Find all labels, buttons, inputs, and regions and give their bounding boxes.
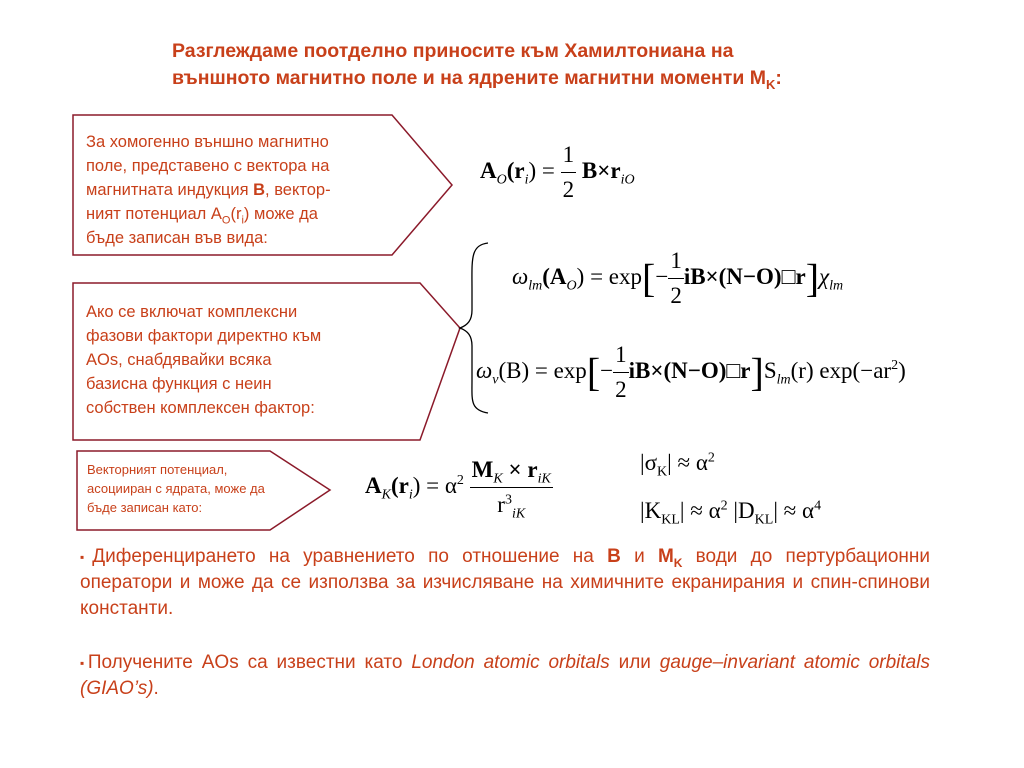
m: r [497, 492, 505, 517]
bracket-open: [ [586, 349, 601, 395]
bracket-close: ] [805, 255, 820, 301]
m: i [524, 172, 529, 188]
text-bold: B [607, 546, 621, 568]
callout-text-2 [86, 300, 321, 420]
m: 2 [670, 283, 682, 308]
m: (r) exp(−ar [790, 357, 892, 383]
title-line-1: Разглеждаме поотделно приносите към Хамилтониана на [172, 40, 734, 62]
text: . [153, 678, 159, 700]
text: води до пертурбационни оператори и може да се използва за изчисляване на химичните екранирания и спин-спинови константи. [80, 546, 930, 620]
m: lm [776, 372, 791, 388]
m: |D [727, 498, 755, 523]
bullet-marker: ▪ [80, 550, 93, 564]
text-line: бъде записан във вида: [86, 229, 268, 247]
m: K [493, 471, 503, 487]
m: iB×(N−O)□r [628, 357, 751, 383]
m: O [566, 278, 577, 294]
text-bold: B [253, 181, 266, 199]
m: | ≈ α [773, 498, 815, 523]
bracket-open: [ [642, 255, 656, 301]
m: 4 [814, 498, 822, 514]
bullet-item [80, 650, 930, 702]
bullet-item [80, 544, 930, 622]
m: × r [502, 457, 538, 482]
m: O [496, 172, 507, 188]
text: Получените AOs са известни като [87, 652, 412, 674]
sub: K [673, 555, 683, 570]
m: ν [492, 372, 499, 388]
m: ) [898, 357, 906, 383]
m: (A [542, 263, 567, 289]
equation-vector-potential-K [365, 455, 553, 520]
m: χ [819, 263, 830, 289]
text-italic: gauge–invariant atomic orbitals (GIAO’s) [80, 652, 930, 700]
text-bold: M [657, 546, 674, 568]
text-line: Ако се включат комплексни [86, 303, 298, 321]
bracket-close: ] [750, 349, 764, 395]
m: 1 [668, 246, 684, 279]
text-line: собствен комплексен фактор: [86, 399, 315, 417]
text-line [86, 178, 331, 202]
m: 1 [613, 340, 629, 373]
callout-text-3 [87, 460, 265, 517]
text: ният потенциал A [86, 205, 222, 223]
m: KL [754, 512, 774, 528]
text-line: AOs, снабдявайки всяка [86, 351, 272, 369]
m: (B) = exp [498, 357, 587, 383]
text-line: асоцииран с ядрата, може да [87, 481, 265, 496]
text-line: базисна функция с неин [86, 375, 272, 393]
bullet-marker: ▪ [80, 656, 88, 671]
text: магнитната индукция [86, 181, 254, 199]
equation-vector-potential-O [480, 140, 635, 205]
sub: i [241, 214, 244, 227]
m: iK [511, 506, 526, 522]
m: ω [476, 357, 493, 383]
m: lm [829, 278, 844, 294]
m: (r [506, 157, 525, 183]
title-end: : [775, 67, 782, 89]
m: K [381, 487, 391, 503]
text-line: поле, представено с вектора на [86, 157, 330, 175]
m: M [471, 457, 494, 482]
m: S [763, 357, 777, 383]
text: ) може да [243, 205, 318, 223]
text: или [609, 652, 660, 674]
m: lm [528, 278, 543, 294]
m: B×r [581, 157, 621, 183]
m: iB×(N−O)□r [683, 263, 806, 289]
equation-coupling [640, 496, 821, 526]
text: Диференцирането на уравнението по отношение на [92, 546, 608, 568]
m: K [657, 464, 668, 480]
text-line: Векторният потенциал, [87, 462, 228, 477]
m: i [408, 487, 413, 503]
m: (r [390, 472, 409, 498]
m: iO [620, 172, 635, 188]
m: 1 [561, 140, 577, 173]
m: 2 [562, 177, 575, 202]
bullet-list [80, 544, 930, 730]
callout-text-1 [86, 130, 331, 250]
text-italic: London atomic orbitals [411, 652, 610, 674]
m: − [655, 263, 669, 289]
title-sub: K [765, 76, 776, 92]
m: A [365, 472, 382, 498]
equation-sigma [640, 448, 715, 478]
m: | ≈ α [679, 498, 721, 523]
equation-omega-nu [476, 340, 906, 405]
m: ω [512, 263, 529, 289]
m: 2 [891, 358, 899, 374]
text-line: За хомогенно външно магнитно [86, 133, 329, 151]
text-line [86, 202, 331, 226]
m: A [480, 157, 497, 183]
m: 2 [615, 377, 627, 402]
m: 2 [720, 498, 728, 514]
m: |σ [640, 450, 658, 475]
text: (r [230, 205, 242, 223]
sub: O [221, 214, 231, 227]
m: |K [640, 498, 662, 523]
m: 2 [456, 473, 464, 489]
m: ) = exp [576, 263, 642, 289]
m: 2 [707, 450, 715, 466]
m: KL [661, 512, 680, 528]
text: и [620, 546, 658, 568]
m: − [600, 357, 614, 383]
m: ) = [528, 157, 555, 183]
m: ) = α [412, 472, 457, 498]
text-line: фазови фактори директно към [86, 327, 322, 345]
title-text: външното магнитно поле и на ядрените магнитни моменти M [172, 67, 766, 89]
equation-omega-lm [512, 246, 843, 311]
m: 3 [504, 492, 512, 508]
m: | ≈ α [667, 450, 708, 475]
m: iK [537, 471, 551, 487]
text-line: бъде записан като: [87, 500, 203, 515]
text: , вектор- [265, 181, 331, 199]
